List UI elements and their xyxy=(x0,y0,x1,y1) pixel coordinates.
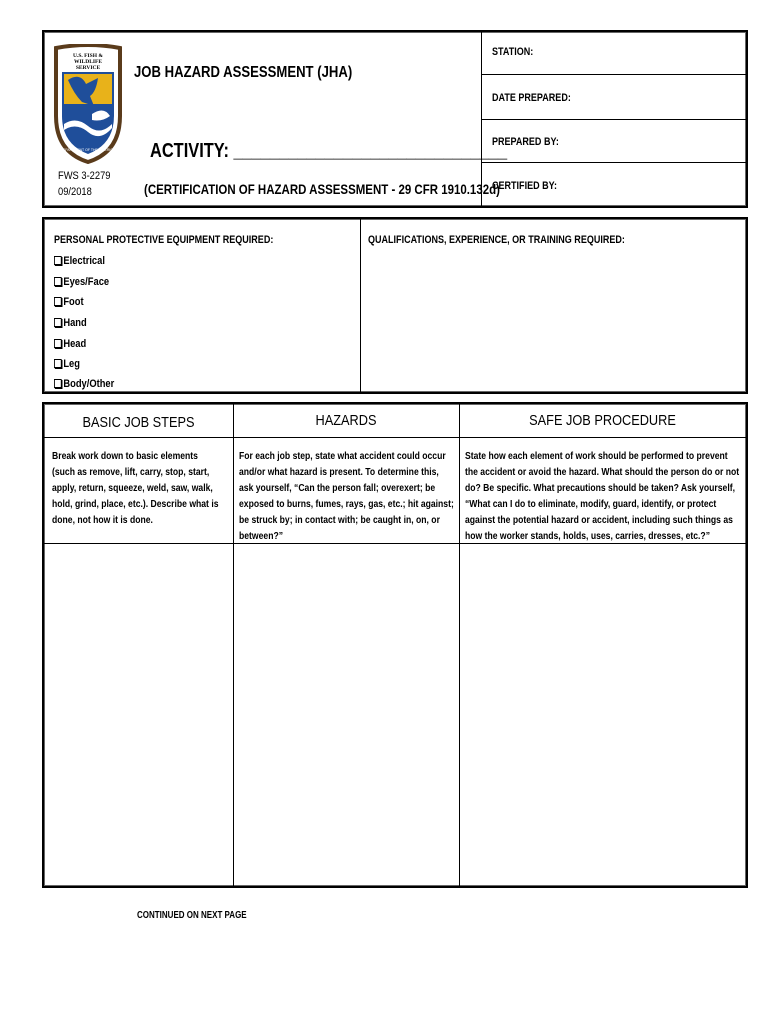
entry-cell-hazards[interactable] xyxy=(234,544,459,886)
checkbox-icon[interactable] xyxy=(54,256,62,265)
ppe-item-eyes-face[interactable]: Eyes/Face xyxy=(54,276,109,288)
certification-note: (CERTIFICATION OF HAZARD ASSESSMENT - 29 CFR 1910.132d) xyxy=(144,181,500,197)
fws-shield-logo-icon xyxy=(52,44,124,164)
ppe-item-electrical[interactable]: Electrical xyxy=(54,255,105,267)
ppe-item-hand[interactable]: Hand xyxy=(54,317,87,329)
column-header-safe-job-procedure: SAFE JOB PROCEDURE xyxy=(529,412,676,429)
header-row-line xyxy=(44,437,746,438)
checkbox-icon[interactable] xyxy=(54,277,62,286)
ppe-item-foot[interactable]: Foot xyxy=(54,296,84,308)
column-header-basic-job-steps: BASIC JOB STEPS xyxy=(82,414,195,431)
instruction-hazards: For each job step, state what accident could occur and/or what hazard is present. To determine this, ask yourself, “Can the person fall; overexert; be exposed to burns, fumes, rays, gas, etc.; hit against; be struck by; in contact with; be caught in, on, or between?” xyxy=(239,450,454,542)
form-title: JOB HAZARD ASSESSMENT (JHA) xyxy=(134,64,353,81)
form-number: FWS 3-2279 xyxy=(58,170,111,182)
ppe-divider xyxy=(360,219,361,392)
form-date: 09/2018 xyxy=(58,186,92,198)
checkbox-icon[interactable] xyxy=(54,339,62,348)
checkbox-icon[interactable] xyxy=(54,359,62,368)
entry-cell-basic-job-steps[interactable] xyxy=(44,544,233,886)
instruction-safe-job-procedure: State how each element of work should be performed to prevent the accident or avoid the hazard. What should the person do or not do? Be specific. What precautions should be taken? Ask yourself, “What can I do to eliminate, modify, guard, identify, or protect against the potential hazard or accident, including such things as how the worker stands, holds, uses, carries, dresses, etc.?” xyxy=(465,450,740,542)
activity-field-label: ACTIVITY: ______________________________ xyxy=(150,140,508,162)
prepared-by-field[interactable]: PREPARED BY: xyxy=(492,136,559,148)
ppe-item-body-other[interactable]: Body/Other xyxy=(54,378,114,390)
qualifications-heading: QUALIFICATIONS, EXPERIENCE, OR TRAINING REQUIRED: xyxy=(368,234,625,246)
header-section xyxy=(42,30,748,208)
ppe-section xyxy=(42,217,748,394)
instruction-basic-job-steps: Break work down to basic elements (such as remove, lift, carry, stop, start, apply, return, squeeze, weld, saw, walk, hold, grind, place, etc.). Describe what is done, not how it is done. xyxy=(52,450,219,526)
ppe-heading: PERSONAL PROTECTIVE EQUIPMENT REQUIRED: xyxy=(54,234,274,246)
ppe-item-head[interactable]: Head xyxy=(54,338,86,350)
column-header-hazards: HAZARDS xyxy=(315,412,377,429)
checkbox-icon[interactable] xyxy=(54,318,62,327)
ppe-item-leg[interactable]: Leg xyxy=(54,358,80,370)
jha-table xyxy=(42,402,748,888)
logo-top-text: U.S. FISH & WILDLIFE SERVICE xyxy=(73,53,103,71)
checkbox-icon[interactable] xyxy=(54,379,62,388)
logo-ring-text: DEPARTMENT OF THE INTERIOR xyxy=(60,148,116,152)
entry-cell-safe-job-procedure[interactable] xyxy=(460,544,746,886)
continued-note: CONTINUED ON NEXT PAGE xyxy=(137,910,247,921)
date-prepared-field[interactable]: DATE PREPARED: xyxy=(492,92,571,104)
certified-by-field[interactable]: CERTIFIED BY: xyxy=(492,180,557,192)
checkbox-icon[interactable] xyxy=(54,297,62,306)
station-field[interactable]: STATION: xyxy=(492,46,534,58)
